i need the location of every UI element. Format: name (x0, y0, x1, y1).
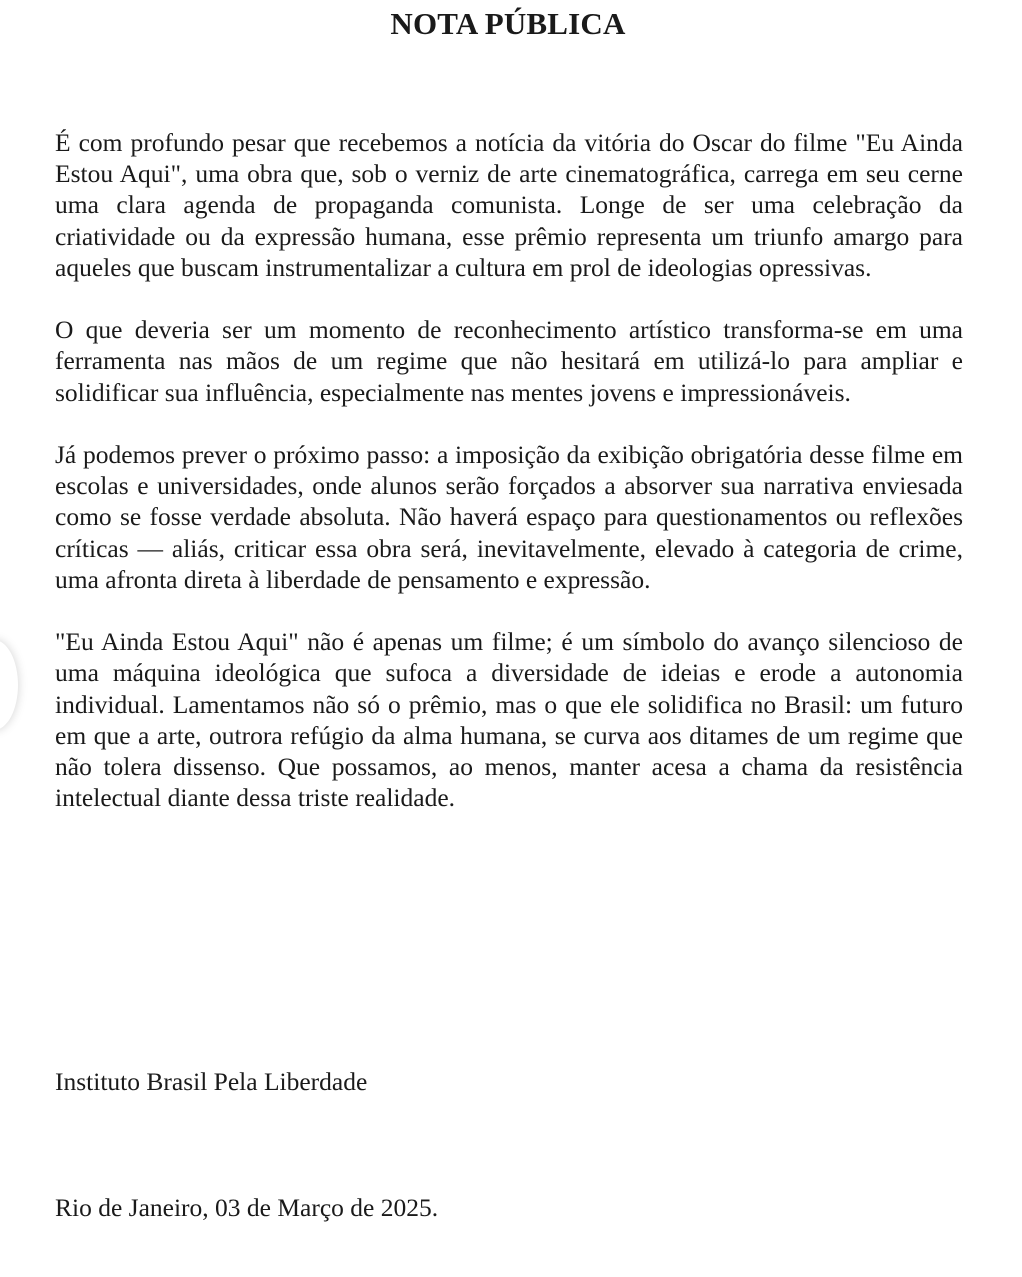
paragraph-1: É com profundo pesar que recebemos a notícia da vitória do Oscar do filme "Eu Ainda Estou Aqui", uma obra que, sob o verniz de arte cinematográfica, carrega em seu cerne uma clara agenda de propaganda comunista. Longe de ser uma celebração da criatividade ou da expressão humana, esse prêmio representa um triunfo amargo para aqueles que buscam instrumentalizar a cultura em prol de ideologias opressivas. (55, 128, 963, 282)
document-body (55, 127, 963, 845)
paragraph-3: Já podemos prever o próximo passo: a imposição da exibição obrigatória desse filme em escolas e universidades, onde alunos serão forçados a absorver sua narrativa enviesada como se fosse verdade absoluta. Não haverá espaço para questionamentos ou reflexões críticas — aliás, criticar essa obra será, inevitavelmente, elevado à categoria de crime, uma afronta direta à liberdade de pensamento e expressão. (55, 440, 963, 594)
page-edge-shadow (0, 640, 18, 730)
signature: Instituto Brasil Pela Liberdade (55, 1067, 368, 1096)
paragraph-4: "Eu Ainda Estou Aqui" não é apenas um filme; é um símbolo do avanço silencioso de uma máquina ideológica que sufoca a diversidade de ideias e erode a autonomia individual. Lamentamos não só o prêmio, mas o que ele solidifica no Brasil: um futuro em que a arte, outrora refúgio da alma humana, se curva aos ditames de um regime que não tolera dissenso. Que possamos, ao menos, manter acesa a chama da resistência intelectual diante dessa triste realidade. (55, 627, 963, 813)
document-title: NOTA PÚBLICA (390, 6, 626, 41)
paragraph-2: O que deveria ser um momento de reconhecimento artístico transforma-se em uma ferramenta nas mãos de um regime que não hesitará em utilizá-lo para ampliar e solidificar sua influência, especialmente nas mentes jovens e impressionáveis. (55, 315, 963, 407)
dateline: Rio de Janeiro, 03 de Março de 2025. (55, 1193, 439, 1222)
